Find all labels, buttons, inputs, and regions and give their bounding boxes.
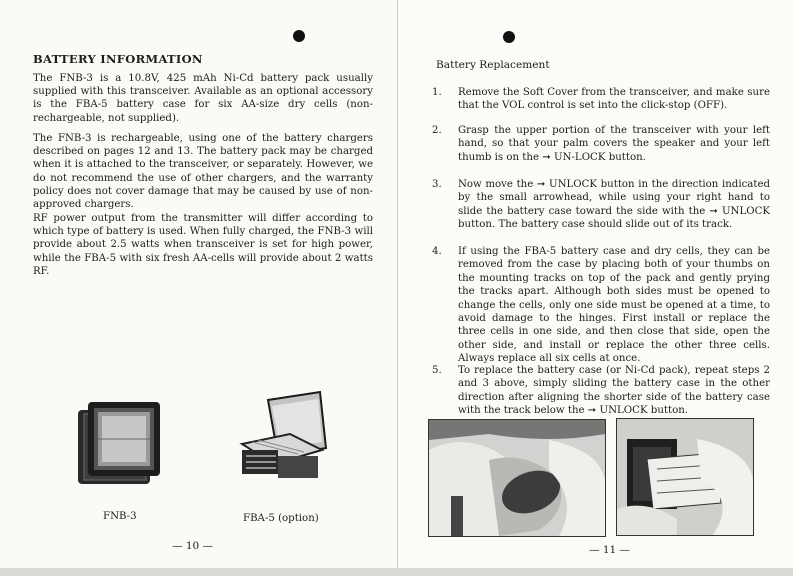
step-2: 2. Grasp the upper portion of the transceiver with your left hand, so that your palm covers the speaker and your left thumb is on the ➞ UN-LOCK button. [432, 125, 770, 163]
fba5-case-illustration [238, 390, 332, 488]
fnb3-battery-illustration [74, 396, 166, 488]
fba5-caption: FBA-5 (option) [243, 513, 319, 524]
step-3: 3. Now move the ➞ UNLOCK button in the direction indicated by the small arrowhead, while using your right hand to slide the battery case toward the side with the ➞ UNLOCK button. The battery case should slide out of its track. [432, 179, 770, 231]
page-number-left: — 10 — [172, 540, 214, 552]
fnb3-caption: FNB-3 [103, 511, 137, 522]
step-4: 4. If using the FBA-5 battery case and dry cells, they can be removed from the case by placing both of your thumbs on the mounting tracks on top of the pack and gently prying the tracks apart. Although both sides must be opened to change the cells, only one side must be opened at a time, to avoid damage to the hinges. First install or replace the three cells in one side, and then close that side, open the other side, and install or replace the other three cells. Always replace all six cells at once. [432, 246, 770, 365]
right-page [398, 0, 793, 576]
scan-edge [0, 568, 793, 576]
paragraph-2: The FNB-3 is rechargeable, using one of the battery chargers described on pages 12 and 13. The battery pack may be charged when it is attached to the transceiver, or separately. However, we do not recommend the use of other chargers, and the warranty policy does not cover damage that may be caused by use of non-approved chargers. [33, 133, 373, 211]
step-1: 1. Remove the Soft Cover from the transceiver, and make sure that the VOL control is set into the click-stop (OFF). [432, 87, 770, 112]
paragraph-1: The FNB-3 is a 10.8V, 425 mAh Ni-Cd battery pack usually supplied with this transceiver. Available as an optional accessory is the FBA-5 battery case for six AA-size dry cells (non-rechargeable, not supplied). [33, 73, 373, 124]
punch-hole [293, 30, 305, 42]
punch-hole [503, 31, 515, 43]
section-heading: Battery Replacement [436, 59, 550, 71]
battery-case-photo [616, 418, 754, 536]
battery-removal-photo [428, 419, 606, 537]
section-heading: BATTERY INFORMATION [33, 52, 203, 66]
paragraph-3: RF power output from the transmitter will differ according to which type of battery is used. When fully charged, the FNB-3 will provide about 2.5 watts when transceiver is set for high power, while the FBA-5 with six fresh AA-cells will provide about 2 watts RF. [33, 213, 373, 277]
step-5: 5. To replace the battery case (or Ni-Cd pack), repeat steps 2 and 3 above, simply sliding the battery case in the other direction after aligning the shorter side of the battery case with the track below the ➞ UNLOCK button. [432, 365, 770, 417]
page-number-right: — 11 — [589, 544, 631, 556]
